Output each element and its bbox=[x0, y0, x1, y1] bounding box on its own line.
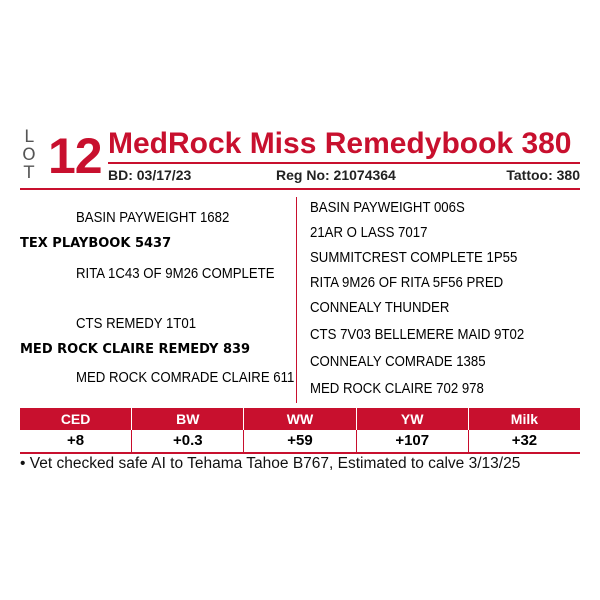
epd-header: Milk bbox=[510, 411, 539, 427]
sire-sire: BASIN PAYWEIGHT 1682 bbox=[76, 209, 230, 226]
tattoo: Tattoo: 380 bbox=[506, 167, 580, 183]
epd-value-row bbox=[20, 430, 580, 454]
sire: TEX PLAYBOOK 5437 bbox=[20, 236, 172, 251]
ancestor: RITA 9M26 OF RITA 5F56 PRED bbox=[310, 274, 504, 291]
epd-header: YW bbox=[357, 408, 469, 430]
lot-letter: L bbox=[24, 127, 34, 147]
ancestor: CONNEALY THUNDER bbox=[310, 299, 450, 316]
lot-letter: O bbox=[22, 145, 36, 165]
ancestor: MED ROCK CLAIRE 702 978 bbox=[310, 380, 484, 397]
dam-sire: CTS REMEDY 1T01 bbox=[76, 315, 197, 332]
ancestor: BASIN PAYWEIGHT 006S bbox=[310, 199, 465, 216]
epd-header: BW bbox=[132, 408, 244, 430]
dam-dam: MED ROCK COMRADE CLAIRE 611 bbox=[76, 369, 295, 386]
birth-date: BD: 03/17/23 bbox=[108, 167, 192, 183]
animal-name: MedRock Miss Remedybook 380 bbox=[108, 127, 572, 160]
epd-header-row bbox=[20, 408, 580, 430]
sire-dam: RITA 1C43 OF 9M26 COMPLETE bbox=[76, 265, 275, 282]
registration-number: Reg No: 21074364 bbox=[276, 167, 396, 183]
ancestor: 21AR O LASS 7017 bbox=[310, 224, 428, 241]
title-rule bbox=[108, 162, 580, 164]
epd-value: +59 bbox=[244, 430, 356, 452]
ancestor: CONNEALY COMRADE 1385 bbox=[310, 353, 486, 370]
lot-number: 12 bbox=[48, 128, 102, 184]
ancestor: CTS 7V03 BELLEMERE MAID 9T02 bbox=[310, 326, 525, 343]
epd-value: +0.3 bbox=[132, 430, 244, 452]
lot-letter: T bbox=[23, 163, 35, 183]
epd-table bbox=[20, 408, 580, 454]
footnote: • Vet checked safe AI to Tehama Tahoe B767, Estimated to calve 3/13/25 bbox=[20, 455, 521, 472]
epd-header: WW bbox=[244, 408, 356, 430]
dam: MED ROCK CLAIRE REMEDY 839 bbox=[20, 342, 251, 357]
epd-value: +107 bbox=[357, 430, 469, 452]
lot-label bbox=[20, 128, 38, 182]
pedigree-divider bbox=[296, 197, 297, 403]
info-rule bbox=[20, 188, 580, 190]
epd-value: +8 bbox=[20, 430, 132, 452]
ancestor: SUMMITCREST COMPLETE 1P55 bbox=[310, 249, 518, 266]
epd-value: +32 bbox=[511, 432, 538, 449]
epd-header: CED bbox=[20, 408, 132, 430]
